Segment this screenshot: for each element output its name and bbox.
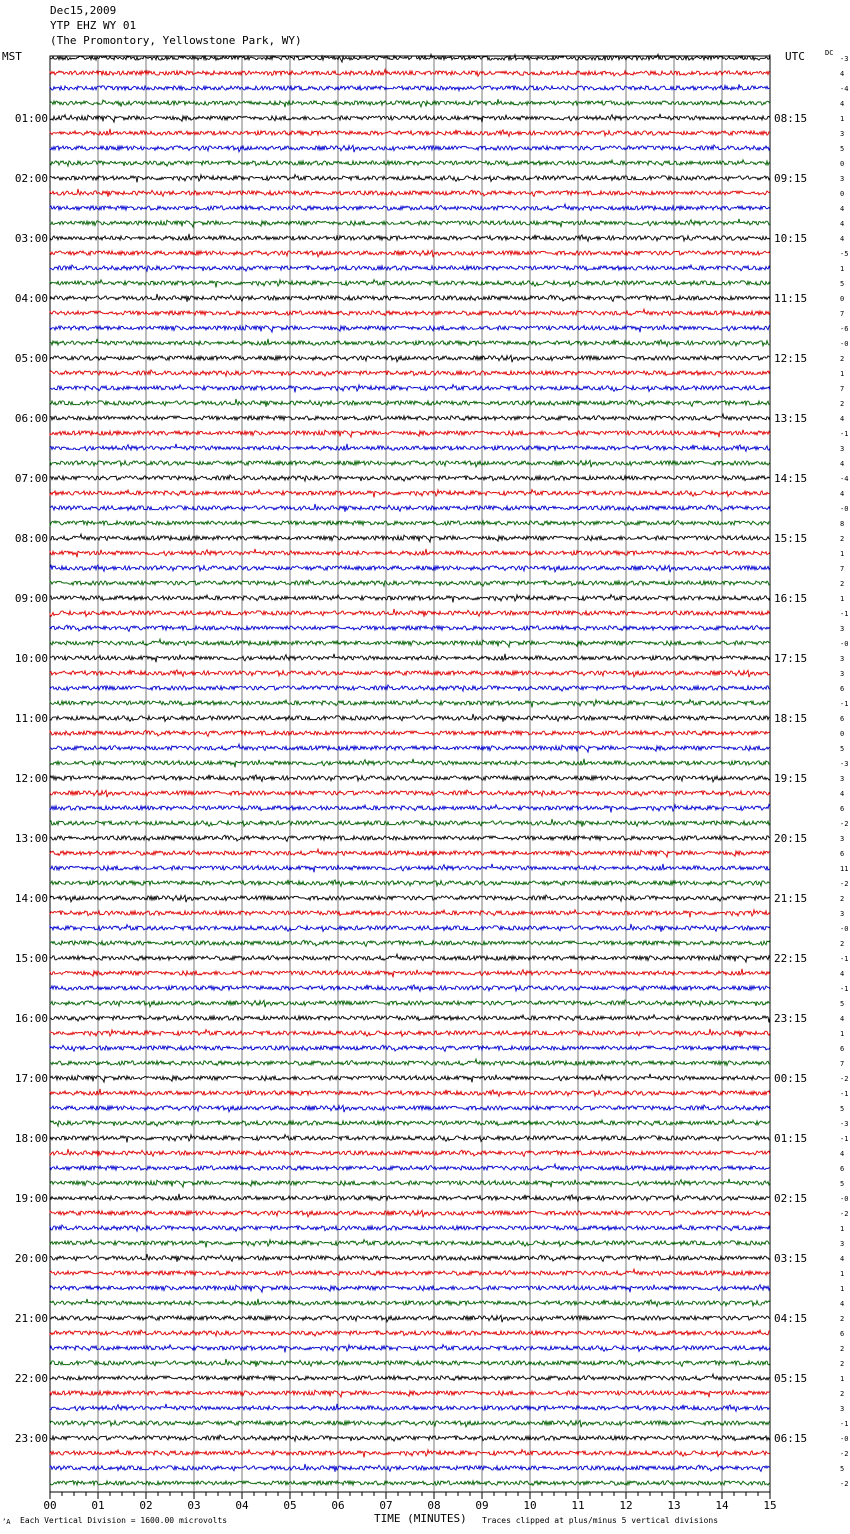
dc-offset-label: -0 (840, 505, 849, 513)
x-tick-label: 10 (523, 1499, 537, 1512)
dc-offset-label: 2 (840, 400, 845, 408)
dc-offset-label: 3 (840, 1405, 845, 1413)
dc-offset-label: 6 (840, 850, 845, 858)
seismic-trace (50, 204, 770, 210)
dc-offset-label: 2 (840, 1345, 845, 1353)
seismic-trace (50, 70, 770, 77)
x-tick-label: 11 (571, 1499, 585, 1512)
dc-offset-label: 5 (840, 1465, 845, 1473)
seismic-trace (50, 639, 770, 647)
right-hour-label: 22:15 (774, 952, 808, 965)
right-hour-label: 23:15 (774, 1012, 808, 1025)
x-tick-label: 00 (43, 1499, 57, 1512)
clip-note: Traces clipped at plus/minus 5 vertical divisions (482, 1516, 719, 1525)
left-hour-label: 12:00 (14, 772, 48, 785)
dc-offset-label: -0 (840, 1435, 849, 1443)
seismic-trace (50, 294, 770, 302)
seismic-trace (50, 670, 770, 678)
seismic-trace (50, 835, 770, 841)
dc-offset-label: 3 (840, 670, 845, 678)
seismic-trace (50, 414, 770, 420)
seismic-trace (50, 1000, 770, 1007)
dc-offset-label: -5 (840, 250, 849, 258)
left-hour-label: 22:00 (14, 1372, 48, 1385)
seismic-trace (50, 790, 770, 797)
dc-offset-label: -2 (840, 820, 849, 828)
dc-offset-label: 2 (840, 580, 845, 588)
dc-offset-label: 3 (840, 775, 845, 783)
right-hour-label: 09:15 (774, 172, 808, 185)
dc-offset-label: 0 (840, 730, 845, 738)
dc-offset-label: 4 (840, 100, 845, 108)
seismic-trace (50, 954, 770, 962)
location-label: (The Promontory, Yellowstone Park, WY) (50, 34, 302, 47)
seismic-trace (50, 1240, 770, 1248)
dc-offset-label: 11 (840, 865, 849, 873)
right-hour-label: 02:15 (774, 1192, 808, 1205)
seismic-trace (50, 714, 770, 722)
dc-offset-label: 5 (840, 280, 845, 288)
x-tick-label: 03 (187, 1499, 201, 1512)
right-hour-label: 05:15 (774, 1372, 808, 1385)
x-tick-label: 05 (283, 1499, 297, 1512)
dc-offset-label: -1 (840, 610, 849, 618)
dc-offset-label: 7 (840, 1060, 845, 1068)
dc-offset-label: 7 (840, 385, 845, 393)
seismic-trace (50, 924, 770, 932)
dc-offset-label: 6 (840, 1045, 845, 1053)
left-hour-label: 20:00 (14, 1252, 48, 1265)
seismic-trace (50, 819, 770, 827)
seismic-trace (50, 145, 770, 152)
dc-offset-label: 1 (840, 1375, 845, 1383)
dc-offset-label: 3 (840, 130, 845, 138)
right-hour-label: 18:15 (774, 712, 808, 725)
right-hour-label: 03:15 (774, 1252, 808, 1265)
seismic-trace (50, 1390, 770, 1398)
seismic-trace (50, 160, 770, 166)
seismic-trace (50, 1345, 770, 1353)
x-tick-label: 14 (715, 1499, 729, 1512)
seismic-trace (50, 309, 770, 315)
seismic-trace (50, 895, 770, 902)
seismic-trace (50, 265, 770, 271)
left-timezone-label: MST (2, 50, 22, 63)
dc-offset-label: 1 (840, 1270, 845, 1278)
left-hour-label: 14:00 (14, 892, 48, 905)
left-hour-label: 11:00 (14, 712, 48, 725)
dc-offset-label: 7 (840, 565, 845, 573)
seismic-trace (50, 1164, 770, 1170)
left-hour-label: 01:00 (14, 112, 48, 125)
right-hour-label: 08:15 (774, 112, 808, 125)
dc-offset-label: 3 (840, 625, 845, 633)
seismic-trace (50, 84, 770, 90)
left-hour-label: 15:00 (14, 952, 48, 965)
seismic-trace (50, 759, 770, 768)
right-hour-label: 04:15 (774, 1312, 808, 1325)
seismic-trace (50, 1210, 770, 1217)
dc-offset-label: -1 (840, 1135, 849, 1143)
dc-offset-label: 1 (840, 1030, 845, 1038)
seismic-trace (50, 625, 770, 631)
seismic-trace (50, 234, 770, 242)
dc-offset-label: -2 (840, 1450, 849, 1458)
seismic-trace (50, 744, 770, 752)
seismic-trace (50, 1105, 770, 1112)
seismic-trace (50, 1135, 770, 1143)
right-hour-label: 06:15 (774, 1432, 808, 1445)
dc-offset-label: 4 (840, 790, 845, 798)
dc-offset-label: 4 (840, 970, 845, 978)
right-hour-label: 20:15 (774, 832, 808, 845)
seismic-trace (50, 685, 770, 691)
seismic-trace (50, 1315, 770, 1322)
left-hour-label: 13:00 (14, 832, 48, 845)
x-tick-label: 04 (235, 1499, 249, 1512)
seismic-trace (50, 1330, 770, 1336)
seismic-trace (50, 985, 770, 992)
dc-offset-label: 2 (840, 940, 845, 948)
corner-mark: ’A (2, 1518, 11, 1526)
seismic-trace (50, 1254, 770, 1262)
seismic-trace (50, 325, 770, 333)
seismic-trace (50, 969, 770, 978)
dc-offset-label: -2 (840, 1210, 849, 1218)
dc-label: DC (825, 49, 834, 57)
dc-offset-label: -3 (840, 1120, 849, 1128)
dc-offset-label: 1 (840, 550, 845, 558)
seismic-trace (50, 1225, 770, 1231)
dc-offset-label: 0 (840, 190, 845, 198)
right-hour-label: 21:15 (774, 892, 808, 905)
seismic-trace (50, 189, 770, 197)
dc-offset-label: 5 (840, 145, 845, 153)
dc-offset-label: 2 (840, 355, 845, 363)
dc-offset-label: 1 (840, 1285, 845, 1293)
seismic-trace (50, 385, 770, 393)
seismic-trace (50, 444, 770, 452)
dc-offset-label: 2 (840, 1390, 845, 1398)
dc-offset-label: 6 (840, 715, 845, 723)
dc-offset-label: 5 (840, 1000, 845, 1008)
seismic-trace (50, 700, 770, 708)
seismic-trace (50, 1074, 770, 1082)
seismic-trace (50, 490, 770, 498)
dc-offset-label: 2 (840, 1315, 845, 1323)
x-tick-label: 09 (475, 1499, 489, 1512)
seismic-trace (50, 54, 770, 62)
dc-offset-label: 2 (840, 895, 845, 903)
seismic-trace (50, 565, 770, 573)
seismic-trace (50, 1299, 770, 1307)
right-hour-label: 17:15 (774, 652, 808, 665)
right-hour-label: 13:15 (774, 412, 808, 425)
dc-offset-label: 0 (840, 160, 845, 168)
x-tick-label: 06 (331, 1499, 345, 1512)
seismic-trace (50, 880, 770, 887)
seismic-trace (50, 580, 770, 586)
seismic-trace (50, 99, 770, 107)
seismic-trace (50, 1059, 770, 1065)
right-hour-label: 11:15 (774, 292, 808, 305)
x-tick-label: 13 (667, 1499, 681, 1512)
dc-offset-label: 3 (840, 655, 845, 663)
dc-offset-label: 6 (840, 685, 845, 693)
x-tick-label: 15 (763, 1499, 777, 1512)
seismic-trace (50, 521, 770, 527)
dc-offset-label: 1 (840, 595, 845, 603)
x-tick-label: 12 (619, 1499, 633, 1512)
scale-note: Each Vertical Division = 1600.00 microvolts (20, 1516, 228, 1525)
seismic-trace (50, 1194, 770, 1202)
dc-offset-label: 6 (840, 1330, 845, 1338)
dc-offset-label: -1 (840, 985, 849, 993)
right-hour-label: 19:15 (774, 772, 808, 785)
x-tick-label: 01 (91, 1499, 105, 1512)
seismic-trace (50, 370, 770, 376)
dc-offset-label: -6 (840, 325, 849, 333)
dc-offset-label: 4 (840, 235, 845, 243)
seismic-trace (50, 1120, 770, 1126)
x-axis-title: TIME (MINUTES) (374, 1512, 467, 1525)
dc-offset-label: 4 (840, 1255, 845, 1263)
left-hour-label: 18:00 (14, 1132, 48, 1145)
seismic-trace (50, 1269, 770, 1275)
seismic-trace (50, 1285, 770, 1293)
seismic-trace (50, 1374, 770, 1380)
dc-offset-label: -4 (840, 475, 849, 483)
seismic-trace (50, 910, 770, 918)
left-hour-label: 08:00 (14, 532, 48, 545)
seismic-trace (50, 504, 770, 512)
dc-offset-label: 2 (840, 535, 845, 543)
dc-offset-label: 7 (840, 310, 845, 318)
left-hour-label: 05:00 (14, 352, 48, 365)
seismic-trace (50, 1089, 770, 1097)
seismic-trace (50, 219, 770, 227)
left-hour-label: 03:00 (14, 232, 48, 245)
x-tick-label: 08 (427, 1499, 441, 1512)
left-hour-label: 06:00 (14, 412, 48, 425)
dc-offset-label: -0 (840, 340, 849, 348)
dc-offset-label: 3 (840, 1240, 845, 1248)
left-hour-label: 17:00 (14, 1072, 48, 1085)
dc-offset-label: 3 (840, 175, 845, 183)
dc-offset-label: 6 (840, 1165, 845, 1173)
left-hour-label: 04:00 (14, 292, 48, 305)
seismic-trace (50, 775, 770, 782)
date-label: Dec15,2009 (50, 4, 117, 17)
dc-offset-label: 4 (840, 1150, 845, 1158)
dc-offset-label: 4 (840, 205, 845, 213)
seismic-trace (50, 339, 770, 347)
right-hour-label: 16:15 (774, 592, 808, 605)
dc-offset-label: -3 (840, 760, 849, 768)
seismic-trace (50, 250, 770, 257)
right-hour-label: 15:15 (774, 532, 808, 545)
seismic-trace (50, 1404, 770, 1412)
dc-offset-label: 6 (840, 805, 845, 813)
dc-offset-label: 1 (840, 370, 845, 378)
seismic-trace (50, 1420, 770, 1427)
seismic-trace (50, 475, 770, 481)
dc-offset-label: 4 (840, 70, 845, 78)
left-hour-label: 21:00 (14, 1312, 48, 1325)
seismic-trace (50, 175, 770, 183)
dc-offset-label: 4 (840, 220, 845, 228)
seismic-trace (50, 1450, 770, 1458)
seismic-trace (50, 1359, 770, 1367)
seismic-trace (50, 609, 770, 617)
dc-offset-label: 4 (840, 1300, 845, 1308)
seismic-trace (50, 114, 770, 122)
right-hour-label: 10:15 (774, 232, 808, 245)
dc-offset-label: 4 (840, 460, 845, 468)
seismic-trace (50, 1029, 770, 1037)
dc-offset-label: 3 (840, 835, 845, 843)
dc-offset-label: -4 (840, 85, 849, 93)
seismic-trace (50, 355, 770, 362)
right-timezone-label: UTC (785, 50, 805, 63)
dc-offset-label: -2 (840, 1480, 849, 1488)
dc-offset-label: -1 (840, 1420, 849, 1428)
dc-offset-label: 8 (840, 520, 845, 528)
seismic-trace (50, 1481, 770, 1486)
left-hour-label: 19:00 (14, 1192, 48, 1205)
seismic-trace (50, 1464, 770, 1472)
dc-offset-label: 3 (840, 910, 845, 918)
dc-offset-label: 1 (840, 115, 845, 123)
dc-offset-label: -0 (840, 925, 849, 933)
dc-offset-label: -2 (840, 1075, 849, 1083)
seismic-trace (50, 534, 770, 542)
left-hour-label: 09:00 (14, 592, 48, 605)
dc-offset-label: -0 (840, 1195, 849, 1203)
seismic-trace (50, 805, 770, 813)
dc-offset-label: 1 (840, 1225, 845, 1233)
seismic-trace (50, 595, 770, 603)
dc-offset-label: -1 (840, 955, 849, 963)
right-hour-label: 01:15 (774, 1132, 808, 1145)
dc-offset-label: 5 (840, 745, 845, 753)
dc-offset-label: 5 (840, 1105, 845, 1113)
x-tick-label: 02 (139, 1499, 153, 1512)
left-hour-label: 02:00 (14, 172, 48, 185)
right-hour-label: 00:15 (774, 1072, 808, 1085)
seismic-trace (50, 280, 770, 288)
seismic-trace (50, 730, 770, 736)
dc-offset-label: 4 (840, 1015, 845, 1023)
dc-offset-label: 4 (840, 490, 845, 498)
dc-offset-label: -2 (840, 880, 849, 888)
dc-offset-label: 2 (840, 1360, 845, 1368)
seismic-trace (50, 460, 770, 467)
seismic-trace (50, 549, 770, 558)
seismic-trace (50, 129, 770, 137)
dc-offset-label: 3 (840, 445, 845, 453)
plot-frame (50, 56, 770, 1492)
dc-offset-label: -0 (840, 640, 849, 648)
dc-offset-label: 0 (840, 295, 845, 303)
seismic-trace (50, 864, 770, 873)
seismic-trace (50, 399, 770, 407)
dc-offset-label: -1 (840, 430, 849, 438)
dc-offset-label: 1 (840, 265, 845, 273)
seismic-trace (50, 654, 770, 663)
dc-offset-label: -1 (840, 700, 849, 708)
dc-offset-label: -3 (840, 55, 849, 63)
seismic-trace (50, 430, 770, 438)
seismic-trace (50, 849, 770, 857)
left-hour-label: 16:00 (14, 1012, 48, 1025)
dc-offset-label: 5 (840, 1180, 845, 1188)
left-hour-label: 23:00 (14, 1432, 48, 1445)
dc-offset-label: 4 (840, 415, 845, 423)
seismic-trace (50, 1435, 770, 1441)
right-hour-label: 14:15 (774, 472, 808, 485)
seismic-trace (50, 1179, 770, 1187)
left-hour-label: 07:00 (14, 472, 48, 485)
seismic-trace (50, 1015, 770, 1023)
seismic-trace (50, 940, 770, 946)
left-hour-label: 10:00 (14, 652, 48, 665)
dc-offset-label: -1 (840, 1090, 849, 1098)
station-label: YTP EHZ WY 01 (50, 19, 137, 32)
seismic-trace (50, 1045, 770, 1051)
right-hour-label: 12:15 (774, 352, 808, 365)
x-tick-label: 07 (379, 1499, 393, 1512)
seismic-trace (50, 1149, 770, 1157)
